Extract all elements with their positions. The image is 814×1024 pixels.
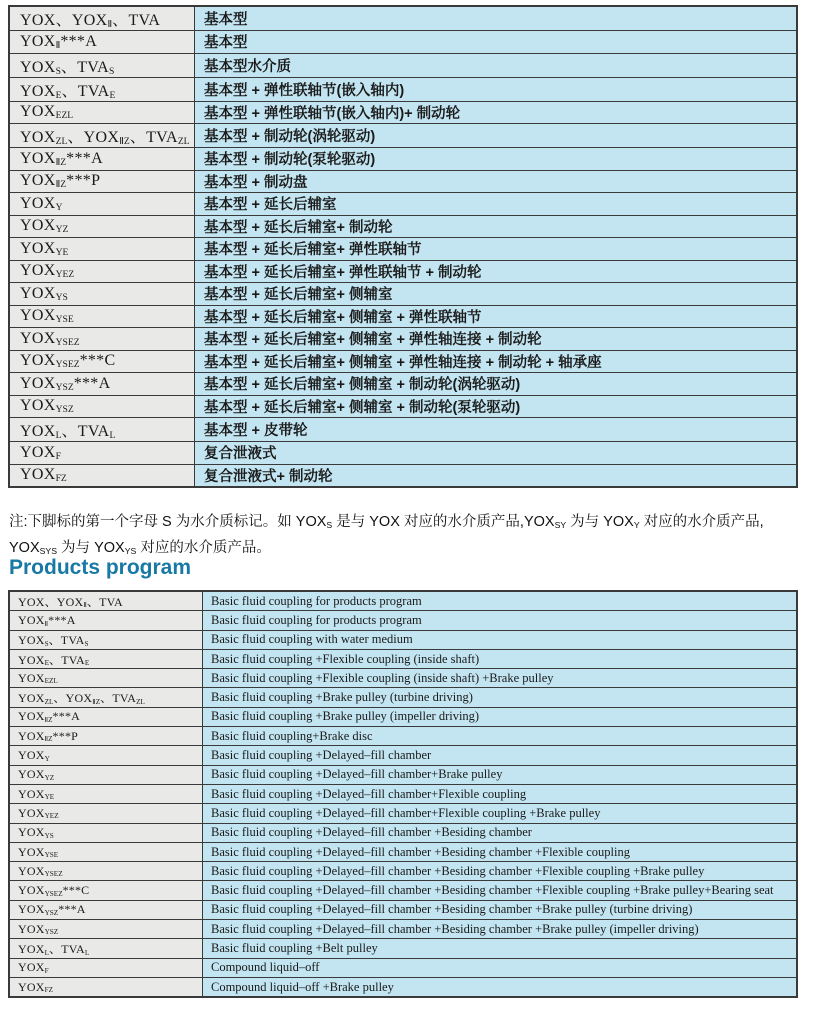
model-subscript: YS xyxy=(55,291,68,303)
table-row xyxy=(9,464,797,487)
model-code-cell: YOXYSZ xyxy=(9,395,195,418)
model-code-cell: YOXF xyxy=(9,958,203,977)
model-code-cell: YOXZL、YOXⅡZ、TVAZL xyxy=(9,688,203,707)
model-subscript: FZ xyxy=(55,473,67,485)
table-row xyxy=(9,53,797,77)
model-code-cell: YOXⅡ***A xyxy=(9,611,203,630)
model-subscript: SY xyxy=(554,519,567,530)
model-subscript: ⅡZ xyxy=(92,697,101,706)
model-subscript: YE xyxy=(55,246,69,258)
description-cell: 基本型 + 延长后辅室+ 侧辅室 + 制动轮(涡轮驱动) xyxy=(195,373,798,396)
model-code-cell: YOXFZ xyxy=(9,464,195,487)
model-subscript: Y xyxy=(44,754,50,763)
table-row xyxy=(9,395,797,418)
model-code-cell: YOXYE xyxy=(9,238,195,261)
model-subscript: Y xyxy=(633,519,640,530)
model-subscript: YE xyxy=(44,793,55,802)
model-code-cell: YOXE、TVAE xyxy=(9,77,195,101)
description-cell: 基本型 + 延长后辅室+ 侧辅室 xyxy=(195,283,798,306)
description-cell: 基本型 + 延长后辅室+ 侧辅室 + 弹性轴连接 + 制动轮 + 轴承座 xyxy=(195,350,798,373)
description-cell: 复合泄液式+ 制动轮 xyxy=(195,464,798,487)
model-code-cell: YOXL、TVAL xyxy=(9,939,203,958)
model-code-cell: YOXYSZ***A xyxy=(9,900,203,919)
model-subscript: YSEZ xyxy=(55,359,80,371)
model-subscript: ⅡZ xyxy=(55,179,67,191)
table-row xyxy=(9,862,797,881)
model-table-english xyxy=(8,590,798,998)
model-code-cell: YOXYSEZ xyxy=(9,328,195,351)
table-row xyxy=(9,350,797,373)
description-cell: Basic fluid coupling for products program xyxy=(203,591,798,611)
table-row xyxy=(9,746,797,765)
description-cell: Basic fluid coupling +Delayed–fill chamber +Besiding chamber +Flexible coupling xyxy=(203,842,798,861)
description-cell: 基本型 + 制动盘 xyxy=(195,170,798,193)
description-cell: 基本型 + 皮带轮 xyxy=(195,418,798,442)
model-subscript: YSZ xyxy=(44,908,59,917)
description-cell: 基本型 + 延长后辅室+ 制动轮 xyxy=(195,215,798,238)
model-subscript: FZ xyxy=(44,986,53,995)
table-row xyxy=(9,77,797,101)
table-row xyxy=(9,283,797,306)
model-subscript: S xyxy=(44,639,49,648)
table-row xyxy=(9,170,797,193)
model-subscript: ⅡZ xyxy=(44,735,53,744)
model-subscript: YEZ xyxy=(55,269,75,281)
model-subscript: F xyxy=(55,450,61,462)
table-row xyxy=(9,765,797,784)
table-row xyxy=(9,630,797,649)
description-cell: Basic fluid coupling +Delayed–fill chamber +Besiding chamber +Flexible coupling +Brake pulley+Bearing seat xyxy=(203,881,798,900)
model-subscript: E xyxy=(55,89,62,101)
table-row xyxy=(9,842,797,861)
table-row xyxy=(9,707,797,726)
description-cell: Compound liquid–off +Brake pulley xyxy=(203,977,798,997)
model-code-cell: YOXYSEZ***C xyxy=(9,881,203,900)
model-code-cell: YOXY xyxy=(9,193,195,216)
model-subscript: YSE xyxy=(44,851,59,860)
table-row xyxy=(9,328,797,351)
model-subscript: E xyxy=(84,659,90,668)
table-row xyxy=(9,193,797,216)
model-subscript: F xyxy=(44,966,49,975)
table-row xyxy=(9,101,797,124)
description-cell: Basic fluid coupling +Delayed–fill chamber +Besiding chamber +Brake pulley (turbine driving) xyxy=(203,900,798,919)
model-subscript: L xyxy=(84,948,90,957)
description-cell: 基本型 + 延长后辅室+ 侧辅室 + 弹性联轴节 xyxy=(195,305,798,328)
model-subscript: L xyxy=(44,948,49,957)
table-row xyxy=(9,148,797,171)
model-subscript: L xyxy=(55,430,62,442)
model-subscript: E xyxy=(109,89,116,101)
description-cell: 基本型 + 延长后辅室+ 弹性联轴节 + 制动轮 xyxy=(195,260,798,283)
description-cell: Basic fluid coupling +Belt pulley xyxy=(203,939,798,958)
model-code-cell: YOXS、TVAS xyxy=(9,53,195,77)
description-cell: 基本型 xyxy=(195,31,798,54)
model-subscript: ⅡZ xyxy=(44,716,53,724)
table-row xyxy=(9,611,797,630)
description-cell: 基本型 xyxy=(195,6,798,31)
description-cell: 基本型 + 弹性联轴节(嵌入轴内) xyxy=(195,77,798,101)
description-cell: Basic fluid coupling+Brake disc xyxy=(203,727,798,746)
model-code-cell: YOXⅡZ***P xyxy=(9,170,195,193)
model-table-chinese-body xyxy=(9,6,797,487)
model-subscript: Y xyxy=(55,201,63,213)
description-cell: Basic fluid coupling +Delayed–fill chamber +Besiding chamber +Brake pulley (impeller driving) xyxy=(203,920,798,939)
model-subscript: S xyxy=(108,65,115,77)
table-row xyxy=(9,804,797,823)
description-cell: Compound liquid–off xyxy=(203,958,798,977)
table-row xyxy=(9,373,797,396)
table-row xyxy=(9,305,797,328)
table-row xyxy=(9,669,797,688)
model-code-cell: YOXFZ xyxy=(9,977,203,997)
description-cell: Basic fluid coupling +Delayed–fill chamber+Brake pulley xyxy=(203,765,798,784)
model-subscript: EZL xyxy=(55,110,74,122)
model-subscript: YS xyxy=(44,831,54,840)
model-subscript: YSE xyxy=(55,314,74,326)
model-subscript: Ⅱ xyxy=(44,619,49,628)
model-subscript: Ⅱ xyxy=(107,19,113,31)
description-cell: Basic fluid coupling +Delayed–fill chamber+Flexible coupling xyxy=(203,784,798,803)
model-code-cell: YOXYZ xyxy=(9,215,195,238)
table-row xyxy=(9,260,797,283)
table-row xyxy=(9,881,797,900)
table-row xyxy=(9,31,797,54)
model-code-cell: YOX、YOXⅡ、TVA xyxy=(9,591,203,611)
model-code-cell: YOXYE xyxy=(9,784,203,803)
model-code-cell: YOXZL、YOXⅡZ、TVAZL xyxy=(9,124,195,148)
section-heading: Products program xyxy=(9,556,192,579)
model-subscript: S xyxy=(84,639,89,648)
model-subscript: ZL xyxy=(55,136,68,148)
model-code-cell: YOXⅡ***A xyxy=(9,31,195,54)
model-subscript: YSZ xyxy=(44,928,59,937)
description-cell: Basic fluid coupling with water medium xyxy=(203,630,798,649)
model-subscript: Ⅱ xyxy=(83,601,87,610)
table-row xyxy=(9,920,797,939)
description-cell: Basic fluid coupling +Flexible coupling (inside shaft) +Brake pulley xyxy=(203,669,798,688)
table-row xyxy=(9,784,797,803)
table-row xyxy=(9,215,797,238)
table-row xyxy=(9,238,797,261)
table-row xyxy=(9,442,797,465)
description-cell: 基本型 + 延长后辅室+ 侧辅室 + 弹性轴连接 + 制动轮 xyxy=(195,328,798,351)
description-cell: Basic fluid coupling +Delayed–fill chamber xyxy=(203,746,798,765)
model-subscript: L xyxy=(109,430,116,442)
table-row xyxy=(9,124,797,148)
model-subscript: EZL xyxy=(44,677,58,686)
model-code-cell: YOXYEZ xyxy=(9,260,195,283)
model-code-cell: YOX、YOXⅡ、TVA xyxy=(9,6,195,31)
model-subscript: YEZ xyxy=(44,812,59,821)
footnote-line: 注:下脚标的第一个字母 S 为水介质标记。如 YOXS 是与 YOX 对应的水介质产品,YOXSY 为与 YOXY 对应的水介质产品, xyxy=(9,514,764,530)
model-code-cell: YOXS、TVAS xyxy=(9,630,203,649)
model-table-chinese xyxy=(8,5,798,488)
model-code-cell: YOXE、TVAE xyxy=(9,649,203,668)
footnote xyxy=(9,510,809,562)
model-code-cell: YOXYSZ xyxy=(9,920,203,939)
description-cell: Basic fluid coupling +Delayed–fill chamber +Besiding chamber +Flexible coupling +Brake pulley xyxy=(203,862,798,881)
model-code-cell: YOXYSE xyxy=(9,842,203,861)
table-row xyxy=(9,688,797,707)
model-subscript: YSZ xyxy=(55,404,74,416)
model-code-cell: YOXYSZ***A xyxy=(9,373,195,396)
model-code-cell: YOXL、TVAL xyxy=(9,418,195,442)
model-code-cell: YOXY xyxy=(9,746,203,765)
table-row xyxy=(9,939,797,958)
model-code-cell: YOXⅡZ***P xyxy=(9,727,203,746)
model-subscript: ZL xyxy=(44,697,54,706)
description-cell: Basic fluid coupling +Flexible coupling (inside shaft) xyxy=(203,649,798,668)
model-code-cell: YOXYS xyxy=(9,823,203,842)
description-cell: 基本型 + 制动轮(泵轮驱动) xyxy=(195,148,798,171)
table-row xyxy=(9,900,797,919)
model-subscript: YSEZ xyxy=(44,889,63,898)
model-subscript: ZL xyxy=(177,136,190,148)
model-subscript: YSEZ xyxy=(44,870,63,879)
model-subscript: Ⅱ xyxy=(55,39,61,51)
description-cell: 基本型 + 延长后辅室+ 侧辅室 + 制动轮(泵轮驱动) xyxy=(195,395,798,418)
model-code-cell: YOXF xyxy=(9,442,195,465)
model-subscript: YSZ xyxy=(55,381,74,393)
model-code-cell: YOXYSEZ xyxy=(9,862,203,881)
model-code-cell: YOXYS xyxy=(9,283,195,306)
model-subscript: S xyxy=(326,519,333,530)
model-subscript: YS xyxy=(124,545,137,556)
description-cell: 基本型水介质 xyxy=(195,53,798,77)
model-code-cell: YOXYSE xyxy=(9,305,195,328)
model-subscript: YSEZ xyxy=(55,336,80,348)
description-cell: Basic fluid coupling +Brake pulley (turbine driving) xyxy=(203,688,798,707)
description-cell: Basic fluid coupling +Delayed–fill chamber+Flexible coupling +Brake pulley xyxy=(203,804,798,823)
table-row xyxy=(9,418,797,442)
table-row xyxy=(9,649,797,668)
model-code-cell: YOXEZL xyxy=(9,669,203,688)
model-subscript: ⅡZ xyxy=(119,136,130,148)
description-cell: 基本型 + 延长后辅室 xyxy=(195,193,798,216)
model-subscript: YZ xyxy=(55,224,69,236)
table-row xyxy=(9,591,797,611)
model-code-cell: YOXYSEZ***C xyxy=(9,350,195,373)
description-cell: Basic fluid coupling +Delayed–fill chamber +Besiding chamber xyxy=(203,823,798,842)
model-subscript: SYS xyxy=(39,545,58,556)
model-table-english-body xyxy=(9,591,797,997)
model-code-cell: YOXYZ xyxy=(9,765,203,784)
table-row xyxy=(9,6,797,31)
table-row xyxy=(9,727,797,746)
model-subscript: ZL xyxy=(136,697,145,706)
description-cell: Basic fluid coupling +Brake pulley (impeller driving) xyxy=(203,707,798,726)
description-cell: 基本型 + 延长后辅室+ 弹性联轴节 xyxy=(195,238,798,261)
model-code-cell: YOXYEZ xyxy=(9,804,203,823)
model-code-cell: YOXⅡZ***A xyxy=(9,148,195,171)
model-code-cell: YOXⅡZ***A xyxy=(9,707,203,726)
model-code-cell: YOXEZL xyxy=(9,101,195,124)
description-cell: 基本型 + 弹性联轴节(嵌入轴内)+ 制动轮 xyxy=(195,101,798,124)
model-subscript: YZ xyxy=(44,773,55,782)
model-subscript: E xyxy=(44,659,49,668)
description-cell: 基本型 + 制动轮(涡轮驱动) xyxy=(195,124,798,148)
table-row xyxy=(9,977,797,997)
footnote-line: YOXSYS 为与 YOXYS 对应的水介质产品。 xyxy=(9,540,271,556)
description-cell: 复合泄液式 xyxy=(195,442,798,465)
model-subscript: S xyxy=(55,65,61,77)
description-cell: Basic fluid coupling for products program xyxy=(203,611,798,630)
model-subscript: ⅡZ xyxy=(55,156,67,168)
table-row xyxy=(9,823,797,842)
table-row xyxy=(9,958,797,977)
